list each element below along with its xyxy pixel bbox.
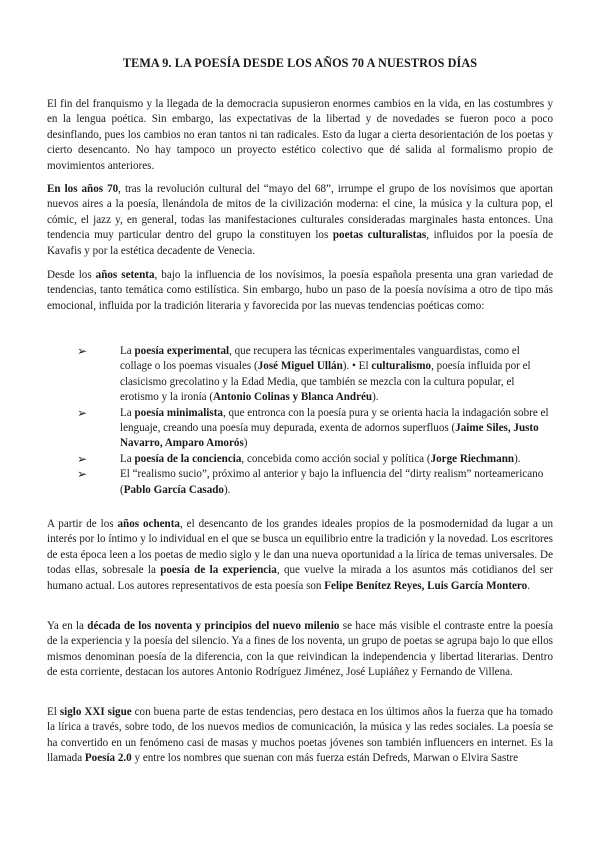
bold-text: Pablo García Casado: [123, 483, 224, 496]
list-item-minimalista: [77, 405, 553, 452]
bold-text: culturalismo: [371, 360, 432, 373]
list-item-conciencia: [77, 451, 553, 467]
list-text: ).: [372, 391, 379, 404]
bold-text: poesía experimental: [134, 345, 230, 357]
paragraph-text: Ya en la: [47, 620, 88, 632]
list-item-realismo-sucio: [77, 467, 553, 498]
arrow-bullet-icon: ➢: [77, 467, 88, 482]
arrow-bullet-icon: ➢: [77, 451, 88, 466]
paragraph-text: El fin del franquismo y la llegada de la democracia supusieron enormes cambios en la vida, en las costumbres y en la lengua poética. Sin embargo, las expectativas de la libertad y de novedades se fueron poco a poco desinflando, pues los cambios no eran tantos ni tan radicales. Esto da lugar a cierta desorientación de los poetas y cierto desencanto. No hay tampoco un proyecto estético colectivo que dé salida al formalismo propio de movimientos anteriores.: [47, 98, 553, 172]
paragraph-intro: [47, 97, 553, 174]
bold-text: poesía de la conciencia: [134, 452, 242, 465]
paragraph-text: , bajo la influencia de los novísimos, la poesía española presenta una gran variedad de tendencias, tanto temática como estilística. Sin embargo, hubo un paso de la poesía novísima a otro de tipo más emocional, influida por la tradición literaria y favorecida por las nuevas tendencias poéticas como:: [47, 269, 554, 312]
list-text: , poesía influida por el clasicismo grecolatino y la Edad Media, que también se mezcla con la cultura popular, el erotismo y la ironía (: [120, 360, 531, 404]
paragraph-text: , que vuelve la mirada a los asuntos más cotidianos del ser humano actual. Los autores representativos de esta poesía son: [47, 564, 553, 592]
paragraph-text: , tras la revolución cultural del “mayo del 68”, irrumpe el grupo de los novísimos que aportan nuevos aires a la poesía, llenándola de mitos de la civilización moderna: el cine, la música y la cultura pop, el cómic, el jazz y, en general, todas las manifestaciones culturales consideradas marginales hasta entonces. Una tendencia muy particular dentro del grupo la constituyen los: [47, 183, 553, 242]
list-text: ).: [514, 452, 521, 465]
list-item-experimental: [77, 344, 553, 406]
paragraph-noventa: [47, 619, 553, 681]
list-text: La: [120, 345, 135, 357]
list-text: , concebida como acción social y política (: [241, 452, 431, 465]
tendencies-list: [77, 344, 553, 498]
paragraph-siglo-xxi: [47, 705, 553, 767]
list-text: , que recupera las técnicas experimentales vanguardistas, como el collage o los poemas visuales (: [120, 345, 520, 373]
paragraph-text: Desde los: [47, 269, 96, 281]
arrow-bullet-icon: ➢: [77, 405, 88, 420]
paragraph-anos-setenta: [47, 268, 553, 314]
paragraph-anos-70: [47, 182, 553, 259]
bold-text: años setenta: [95, 269, 155, 281]
paragraph-text: se hace más visible el contraste entre la poesía de la experiencia y la poesía del silencio. Ya a fines de los noventa, un grupo de poetas se agrupa bajo lo que ellos mismos denominan poesía de la diferencia, con la que reivindican la independencia y libertad literarias. Dentro de esta corriente, destacan los autores Antonio Rodríguez Jiménez, José Lupiáñez y Fernando de Villena.: [47, 620, 553, 679]
paragraph-text: El: [47, 706, 60, 718]
page-title: TEMA 9. LA POESÍA DESDE LOS AÑOS 70 A NUESTROS DÍAS: [122, 56, 478, 70]
list-text: ): [243, 437, 248, 450]
arrow-bullet-icon: ➢: [77, 344, 88, 358]
list-text: La: [120, 452, 135, 465]
bold-text: Jorge Riechmann: [430, 452, 515, 465]
paragraph-text: , influidos por la poesía de Kavafis y por la estética decadente de Venecia.: [47, 229, 553, 257]
paragraph-text: y entre los nombres que suenan con más fuerza están Defreds, Marwan o Elvira Sastre: [131, 752, 519, 765]
bold-text: años ochenta: [117, 518, 180, 530]
bold-text: José Miguel Ullán: [257, 360, 343, 373]
list-text: El “realismo sucio”, próximo al anterior y bajo la influencia del “dirty realism” norteamericano (: [120, 468, 544, 496]
list-text: ). • El: [342, 360, 372, 373]
paragraph-text: .: [527, 579, 530, 592]
list-text: , que entronca con la poesía pura y se orienta hacia la indagación sobre el lenguaje, creando una poesía muy depurada, exenta de adornos superfluos (: [120, 406, 549, 435]
bold-text: siglo XXI sigue: [59, 706, 132, 718]
bold-text: poesía de la experiencia: [160, 564, 277, 577]
bold-text: En los años 70: [47, 183, 119, 195]
bold-text: poesía minimalista: [134, 406, 223, 419]
paragraph-anos-ochenta: [47, 517, 553, 594]
bold-text: Poesía 2.0: [84, 752, 132, 765]
bold-text: poetas culturalistas: [332, 229, 427, 242]
bold-text: década de los noventa y principios del nuevo milenio: [87, 620, 340, 632]
list-text: La: [120, 406, 135, 419]
bold-text: Antonio Colinas y Blanca Andréu: [213, 391, 373, 404]
paragraph-text: A partir de los: [47, 518, 118, 530]
paragraph-text: , el desencanto de los grandes ideales propios de la posmodernidad da lugar a un interés por lo íntimo y lo individual en el que se busca un equilibrio entre la tradición y la novedad. Los escritores de esta época leen a los poetas de medio siglo y le dan una nueva oportunidad a la lírica de temas universales. De todas ellas, sobresale la: [47, 518, 553, 577]
paragraph-text: con buena parte de estas tendencias, pero destaca en los últimos años la fuerza que ha tomado la lírica a través, sobre todo, de los nuevos medios de comunicación, la música y las redes sociales. La poesía se ha convertido en un fenómeno casi de masas y muchos poetas jóvenes son también influencers en internet. Es la llamada: [47, 706, 553, 765]
bold-text: Felipe Benítez Reyes, Luis García Montero: [324, 579, 528, 592]
bold-text: Jaime Siles, Justo Navarro, Amparo Amorós: [120, 422, 539, 450]
list-text: ).: [223, 483, 231, 496]
